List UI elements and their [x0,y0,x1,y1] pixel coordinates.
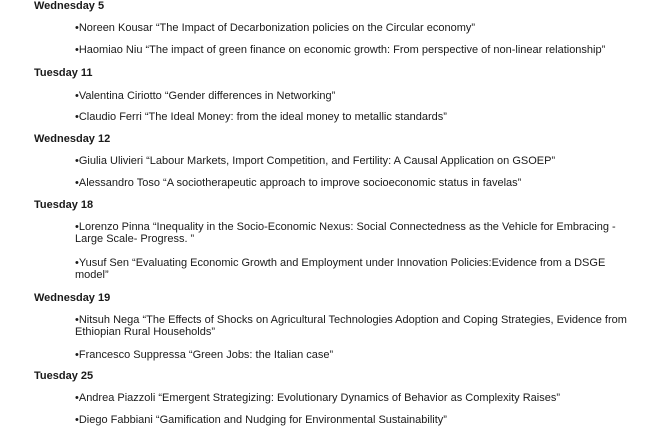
day-heading: Tuesday 18 [34,199,94,211]
talk-entry: •Valentina Ciriotto “Gender differences in Networking” [75,90,336,102]
day-heading: Wednesday 5 [34,0,105,12]
talk-entry: •Alessandro Toso “A sociotherapeutic approach to improve socioeconomic status in favelas” [75,177,522,189]
talk-entry: •Andrea Piazzoli “Emergent Strategizing: Evolutionary Dynamics of Behavior as Complexity Raises” [75,392,560,404]
day-heading: Tuesday 25 [34,370,94,382]
day-heading: Tuesday 11 [34,67,93,79]
day-heading: Wednesday 12 [34,133,111,145]
talk-entry: •Haomiao Niu “The impact of green finance on economic growth: From perspective of non-linear relationship” [75,44,606,56]
talk-entry: •Lorenzo Pinna “Inequality in the Socio-Economic Nexus: Social Connectedness as the Vehicle for Embracing -Large Scale- Progress. ” [75,221,616,245]
day-heading: Wednesday 19 [34,292,111,304]
talk-entry: •Diego Fabbiani “Gamification and Nudging for Environmental Sustainability” [75,414,447,426]
talk-entry: •Noreen Kousar “The Impact of Decarbonization policies on the Circular economy” [75,22,476,34]
talk-entry: •Claudio Ferri “The Ideal Money: from the ideal money to metallic standards” [75,111,447,123]
talk-entry: •Francesco Suppressa “Green Jobs: the Italian case” [75,349,334,361]
talk-entry: •Yusuf Sen “Evaluating Economic Growth and Employment under Innovation Policies:Evidence from a DSGE model” [75,257,606,281]
talk-entry: •Giulia Ulivieri “Labour Markets, Import Competition, and Fertility: A Causal Application on GSOEP” [75,155,556,167]
talk-entry: •Nitsuh Nega “The Effects of Shocks on Agricultural Technologies Adoption and Coping Strategies, Evidence from Ethiopian Rural Households” [75,314,627,338]
